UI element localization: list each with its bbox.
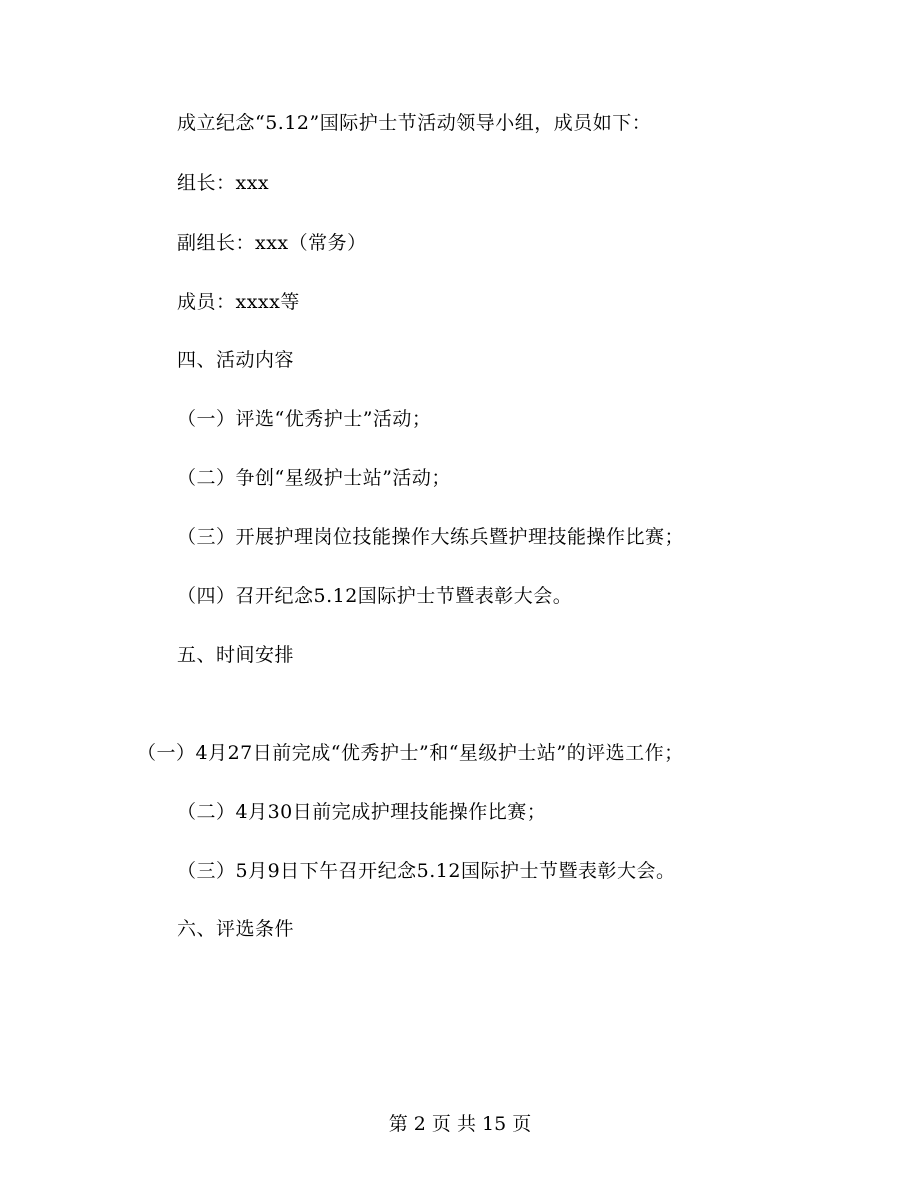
schedule-item-3: （三）5月9日下午召开纪念5.12国际护士节暨表彰大会。 (177, 860, 676, 882)
schedule-item-1: （一）4月27日前完成“优秀护士”和“星级护士站”的评选工作； (137, 742, 684, 764)
page-footer: 第 2 页 共 15 页 (388, 1113, 532, 1135)
activity-item-4: （四）召开纪念5.12国际护士节暨表彰大会。 (177, 585, 573, 607)
section-heading-criteria: 六、评选条件 (177, 918, 295, 940)
activity-item-1: （一）评选“优秀护士”活动； (177, 408, 432, 430)
schedule-item-2: （二）4月30日前完成护理技能操作比赛； (177, 801, 547, 823)
paragraph-deputy-leader: 副组长：xxx（常务） (177, 232, 367, 254)
activity-item-3: （三）开展护理岗位技能操作大练兵暨护理技能操作比赛； (177, 526, 685, 548)
section-heading-activities: 四、活动内容 (177, 349, 295, 371)
section-heading-schedule: 五、时间安排 (177, 644, 295, 666)
activity-item-2: （二）争创“星级护士站”活动； (177, 467, 451, 489)
paragraph-members: 成员：xxxx等 (177, 291, 300, 313)
paragraph-leading-group: 成立纪念“5.12”国际护士节活动领导小组，成员如下： (177, 112, 652, 134)
paragraph-group-leader: 组长：xxx (177, 172, 270, 194)
